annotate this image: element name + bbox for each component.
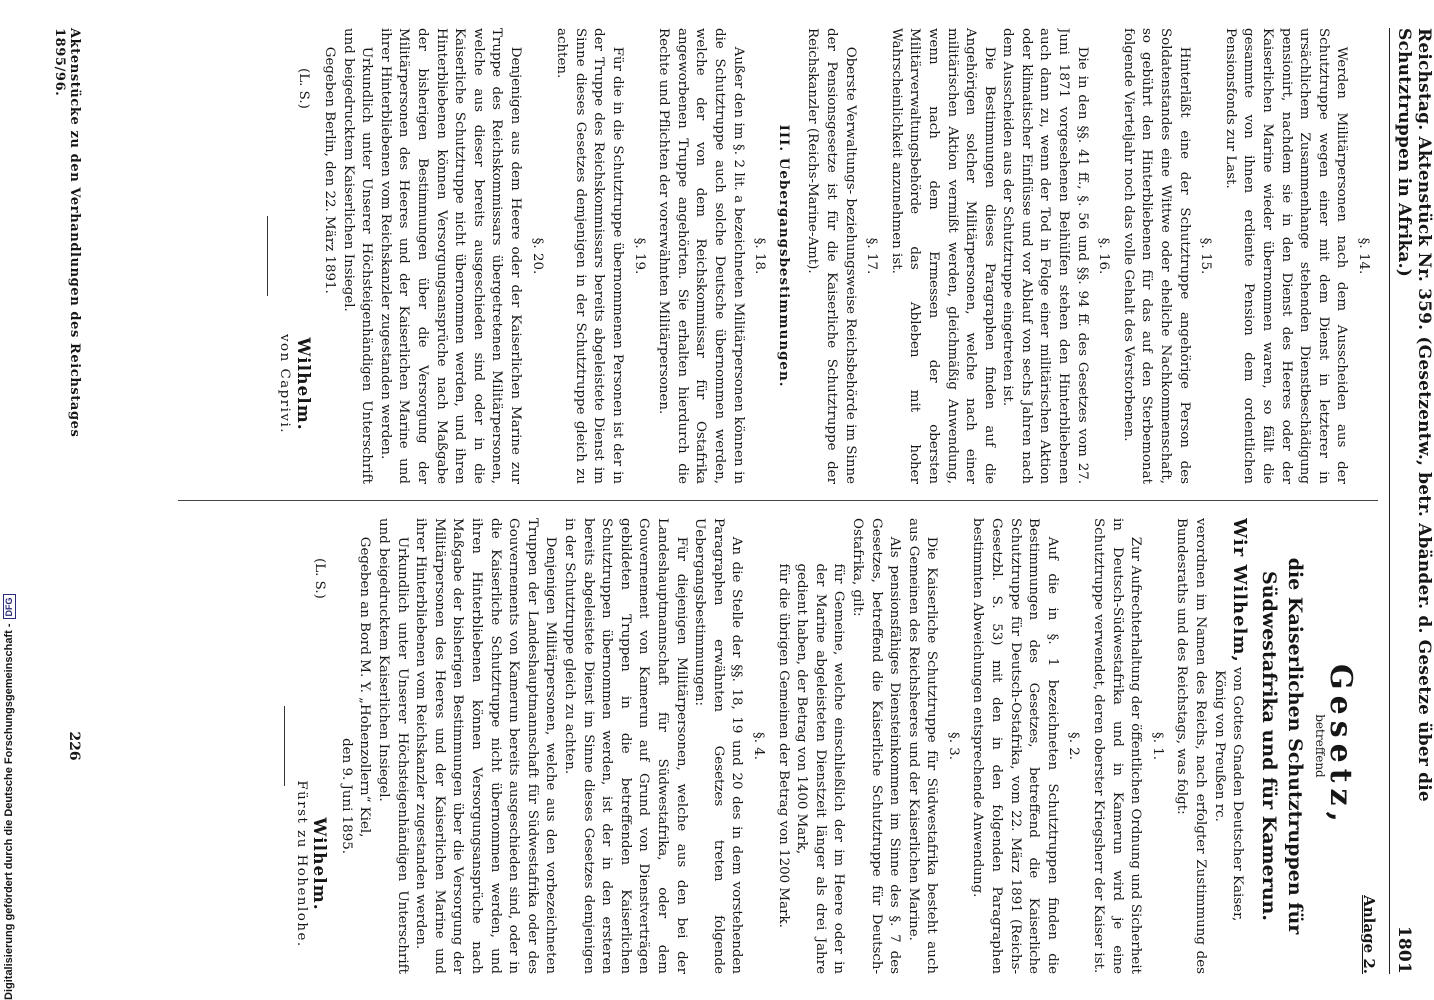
dfg-logo: DFG: [3, 594, 16, 619]
section-text-1: Zur Aufrechterhaltung der öffentlichen Ordnung und Sicherheit in Deutsch-Südwestafrika und in Kamerun wird je eine Schutztruppe verwendet, deren oberster Kriegsherr der Kaiser ist.: [1091, 518, 1144, 974]
section-heading-15: §. 15.: [1198, 237, 1214, 275]
date-place-2b: den 9. Juni 1895.: [338, 738, 354, 854]
law-subject: die Kaiserlichen Schutztruppen für Südwestafrika und für Kamerun.: [1258, 557, 1307, 935]
digitization-sidebar: [0, 0, 22, 1000]
section-heading-4: §. 4.: [750, 732, 766, 760]
date-place-1: Gegeben Berlin, den 22. März 1891.: [322, 46, 338, 294]
page-footer-number: 226: [66, 731, 82, 761]
section-text-2: Auf die in §. 1 bezeichneten Schutztruppen finden die Bestimmungen des Gesetzes, betreffend die Kaiserliche Schutztruppe für Deutsch-Ostafrika, vom 22. März 1891 (Reichs-Gesetzbl. S. 53) mit den in den folgenden Paragraphen bestimmten Abweichungen entsprechende Anwendung.: [970, 518, 1060, 974]
seal-mark-1: (L. S.): [295, 68, 311, 109]
section-text-15: Hinterläßt eine der Schutztruppe angehörige Person des Soldatenstandes eine Wittwe oder eheliche Nachkommenschaft, so gebührt den Hinterbliebenen für das auf den Sterbemonat folgende Vierteljahr noch das volle Gehalt des Verstorbenen.: [1120, 28, 1192, 484]
end-rule-2: [284, 706, 285, 786]
enacting-clause: verordnen im Namen des Reichs, nach erfolgter Zustimmung des Bundesraths und des Reichstags, was folgt:: [1174, 518, 1209, 974]
countersigner-1: von Caprivi.: [276, 333, 292, 435]
section-heading-2: §. 2.: [1066, 732, 1082, 760]
section-text-3b: Als pensionsfähiges Diensteinkommen im Sinne des §. 7 des Gesetzes, betreffend die Kaiserliche Schutztruppe für Deutsch-Ostafrika, gilt:: [849, 518, 903, 974]
signature-row-1: [274, 28, 311, 484]
section-text-4a: An die Stelle der §§. 18, 19 und 20 des in dem vorstehenden Paragraphen erwähnten Gesetzes treten folgende Uebergangsbestimmungen:: [692, 518, 745, 974]
section-heading-3: §. 3.: [945, 732, 961, 760]
section-text-16b: Die Bestimmungen dieses Paragraphen finden auf die Angehörigen solcher Militärpersonen, welche nach einer militärischen Aktion vermißt werden, gleichmäßig Anwendung, wenn nach dem Ermessen der obersten Militärverwaltungsbehörde das Ableben mit hoher Wahrscheinlichkeit anzunehmen ist.: [888, 28, 997, 484]
section-heading-14: §. 14.: [1356, 237, 1371, 275]
signature-block-1: [274, 284, 311, 484]
section-text-3a: Die Kaiserliche Schutztruppe für Südwestafrika besteht auch aus Gemeinen des Reichsheeres und der Kaiserlichen Marine.: [905, 518, 940, 974]
section-heading-1: §. 1.: [1149, 732, 1165, 760]
left-column: [88, 28, 1378, 484]
end-rule-1: [267, 216, 268, 296]
signature-block-2: [291, 754, 328, 974]
section-text-16a: Die in den §§. 41 ff., §. 56 und §§. 94 ff. des Gesetzes vom 27. Juni 1871 vorgesehenen Beihülfen stehen den Hinterbliebenen auch dann zu, wenn der Tod in Folge einer militärischen Aktion oder klimatischer Einflüsse und vor Ablauf von sechs Jahren nach dem Ausscheiden aus der Schutztruppe eingetreten ist.: [1000, 28, 1090, 484]
pay-rule-item-1: für Gemeine, welche einschließlich der im Heere oder in der Marine abgeleisteten Dienstzeit länger als drei Jahre gedient haben, der Betrag von 1400 Mark,: [794, 563, 847, 974]
section-text-19: Für die in die Schutztruppe übernommenen Personen ist der in der Truppe des Reichskommissars bereits abgeleistete Dienst im Sinne dieses Gesetzes demjenigen in der Schutztruppe gleich zu achten.: [554, 28, 626, 484]
section-heading-18: §. 18.: [752, 237, 768, 275]
section-heading-20: §. 20.: [529, 237, 545, 275]
annex-label: Anlage 2.: [1360, 895, 1378, 974]
closing-formula-1: Urkundlich unter Unserer Höchsteigenhändigen Unterschrift und beigedrucktem Kaiserlichen Insiegel.: [340, 28, 375, 484]
part-heading-transitional: III. Uebergangsbestimmungen.: [775, 124, 792, 388]
signature-row-2: [291, 518, 328, 974]
enacting-line-1: [1228, 518, 1249, 974]
signer-name-1: Wilhelm.: [292, 337, 313, 431]
enacting-title: von Gottes Gnaden Deutscher Kaiser,: [1230, 667, 1246, 922]
digitization-credit-text: Digitalisierung gefördert durch die Deutsche Forschungsgemeinschaft -: [3, 623, 15, 1000]
enacting-line-2: König von Preußen rc.: [1211, 670, 1227, 822]
right-column: [88, 518, 1378, 974]
closing-formula-2: Urkundlich unter Unserer Höchsteigenhändigen Unterschrift und beigedrucktem Kaiserlichen Insiegel.: [376, 518, 410, 974]
running-head: Reichstag. Aktenstück Nr. 359. (Gesetzentw., betr. Abänder. d. Gesetze über die Schutztruppen in Afrika.): [1394, 28, 1434, 802]
section-text-4c: Denjenigen Militärpersonen, welche aus den vorbezeichneten Truppen der Landeshauptmannschaft für Südwestafrika oder des Gouvernements von Kamerun bereits ausgeschieden sind, oder in die Kaiserliche Schutztruppe nicht übernommen werden, und ihren Hinterbliebenen können Versorgungsansprüche nach Maßgabe der bisherigen Bestimmungen über die Versorgung der Militärpersonen des Heeres und der Kaiserlichen Marine und ihrer Hinterbliebenen vom Reichskanzler zugestanden werden.: [413, 518, 559, 974]
section-text-20: Denjenigen aus dem Heere oder der Kaiserlichen Marine zur Truppe des Reichskommissars übergetretenen Militärpersonen, welche aus dieser bereits ausgeschieden sind oder in die Kaiserliche Schutztruppe nicht übernommen werden, und ihren Hinterbliebenen können Versorgungsansprüche nach Maßgabe der bisherigen Bestimmungen über die Versorgung der Militärpersonen des Heeres und der Kaiserlichen Marine und ihrer Hinterbliebenen vom Reichskanzler zugestanden werden.: [377, 28, 524, 484]
section-text-17: Oberste Verwaltungs- beziehungsweise Reichsbehörde im Sinne der Pensionsgesetze ist für die Kaiserliche Schutztruppe der Reichskanzler (Reichs-Marine-Amt).: [805, 28, 858, 484]
pay-rule-item-2: für die übrigen Gemeinen der Betrag von 1200 Mark.: [775, 563, 791, 928]
page-header: [1394, 28, 1434, 974]
page-footer-title: Aktenstücke zu den Verhandlungen des Reichstages 1895/96.: [52, 28, 82, 438]
section-heading-19: §. 19.: [631, 237, 647, 275]
countersigner-2: Fürst zu Hohenlohe.: [293, 780, 309, 948]
digitization-credit: [2, 597, 16, 1000]
section-heading-17: §. 17.: [864, 237, 880, 275]
signer-name-2: Wilhelm.: [309, 817, 330, 911]
date-place-2a: Gegeben an Bord M. Y. „Hohenzollern“ Kiel,: [357, 536, 373, 838]
section-text-4b: Für diejenigen Militärpersonen, welche aus den bei der Landeshauptmannschaft für Südwestafrika, oder dem Gouvernement von Kamerun auf Grund von Dienstverträgen gebildeten Truppen in die betreffenden Kaiserlichen Schutztruppen übernommen werden, ist der in den ersteren bereits abgeleistete Dienst im Sinne dieses Gesetzes demjenigen in der Schutztruppe gleich zu achten.: [562, 518, 689, 974]
seal-mark-2: (L. S.): [312, 558, 328, 599]
column-divider: [178, 500, 1378, 501]
section-text-18: Außer den im §. 2 lit. a bezeichneten Militärpersonen können in die Schutztruppe auch solche Deutsche übernommen werden, welche der von dem Reichskommissar für Ostafrika angeworbenen Truppe angehörten. Sie erhalten hierdurch die Rechte und Pflichten der vorerwähnten Militärpersonen.: [656, 28, 746, 484]
enacting-wir-wilhelm: Wir Wilhelm,: [1229, 518, 1251, 663]
header-rule: [1389, 28, 1390, 974]
section-heading-16: §. 16.: [1096, 237, 1112, 275]
scanned-page: [34, 0, 1434, 1000]
page-number: 1801: [1394, 925, 1414, 974]
section-text-14: Werden Militärpersonen nach dem Ausscheiden aus der Schutztruppe wegen einer mit dem Dienst in letzterer in ursächlichem Zusammenhange stehenden Dienstbeschädigung pensionirt, nachdem sie in den Dienst des Heeres oder der Kaiserlichen Marine wieder übernommen waren, so fällt die gesammte von ihnen erdiente Pension dem ordentlichen Pensionsfonds zur Last.: [1222, 28, 1350, 484]
law-betreffend: betreffend: [1312, 714, 1327, 778]
law-title: Gesetz,: [1323, 663, 1359, 829]
